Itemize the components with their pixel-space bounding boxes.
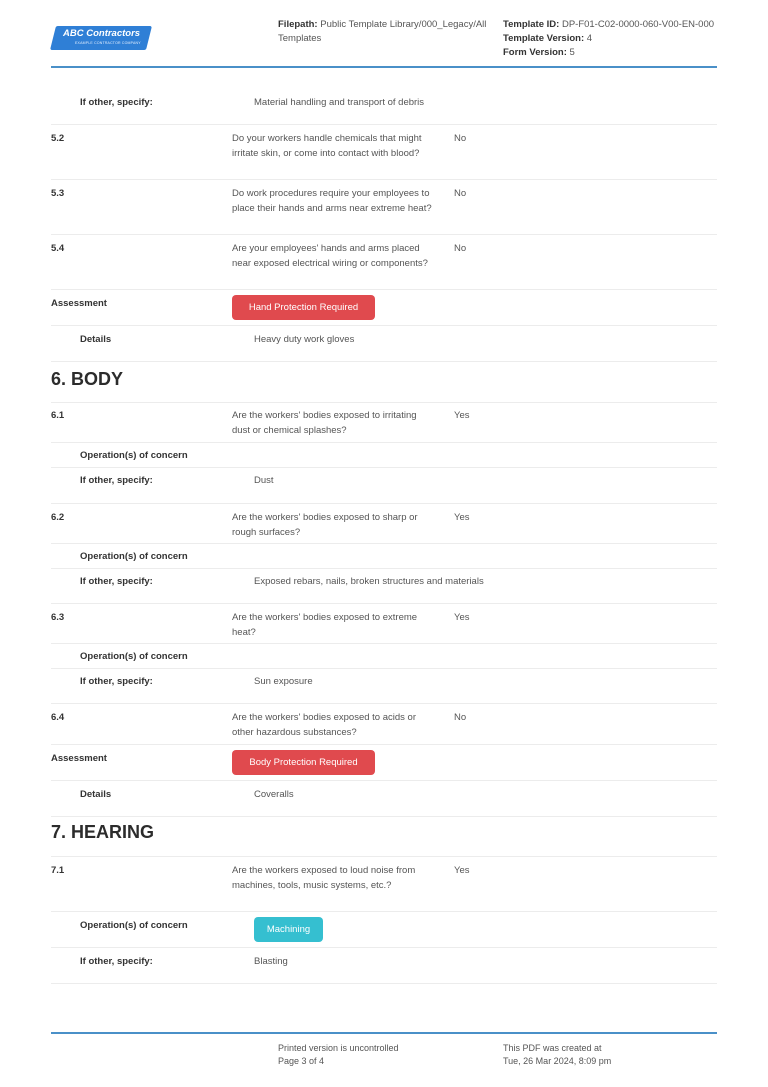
report-content (51, 87, 717, 984)
section-title-hearing: 7. HEARING (51, 817, 717, 857)
question-number: 5.3 (51, 188, 65, 199)
other-specify-label: If other, specify: (80, 676, 153, 687)
question-text: Are the workers' bodies exposed to sharp or rough surfaces? (232, 512, 418, 538)
operations-row-6-1 (51, 443, 717, 468)
filepath-value: Public Template Library/000_Legacy/All Templates (278, 19, 487, 44)
operations-label: Operation(s) of concern (80, 651, 188, 662)
created-timestamp: Tue, 26 Mar 2024, 8:09 pm (503, 1056, 612, 1066)
details-label: Details (80, 789, 112, 800)
section-title-body: 6. BODY (51, 362, 717, 403)
question-answer: No (454, 188, 467, 199)
question-answer: No (454, 712, 467, 723)
question-number: 6.4 (51, 712, 65, 723)
template-id-label: Template ID: (503, 19, 560, 30)
other-specify-row-6-3 (51, 669, 717, 704)
question-answer: Yes (454, 410, 470, 421)
assessment-row-hand (51, 290, 717, 326)
operation-badge-machining: Machining (254, 917, 323, 942)
question-row-5-4 (51, 235, 717, 290)
form-version-value: 5 (569, 47, 575, 58)
other-specify-label: If other, specify: (80, 576, 153, 587)
question-text: Do your workers handle chemicals that might irritate skin, or come into contact with blood? (232, 133, 422, 159)
question-row-6-3 (51, 604, 717, 644)
question-text: Are the workers' bodies exposed to acids or other hazardous substances? (232, 712, 416, 738)
question-row-7-1 (51, 857, 717, 912)
details-label: Details (80, 334, 112, 345)
operations-row-6-2 (51, 544, 717, 569)
other-specify-value: Exposed rebars, nails, broken structures and materials (254, 576, 484, 587)
operations-label: Operation(s) of concern (80, 551, 188, 562)
question-number: 7.1 (51, 865, 65, 876)
filepath-block (278, 18, 493, 46)
footer-print-info (278, 1042, 399, 1068)
assessment-badge-body-protection: Body Protection Required (232, 750, 375, 775)
operations-label: Operation(s) of concern (80, 920, 188, 931)
question-row-6-1 (51, 403, 717, 443)
details-value: Heavy duty work gloves (254, 334, 355, 345)
assessment-label: Assessment (51, 753, 107, 764)
question-answer: Yes (454, 612, 470, 623)
assessment-row-body (51, 745, 717, 781)
question-number: 6.2 (51, 512, 65, 523)
details-value: Coveralls (254, 789, 294, 800)
form-version-label: Form Version: (503, 47, 567, 58)
filepath-label: Filepath: (278, 19, 318, 30)
question-row-6-2 (51, 504, 717, 544)
question-text: Are the workers' bodies exposed to irritating dust or chemical splashes? (232, 410, 417, 436)
question-row-5-2 (51, 125, 717, 180)
page-number: Page 3 of 4 (278, 1056, 325, 1066)
question-text: Are the workers exposed to loud noise from machines, tools, music systems, etc.? (232, 865, 416, 891)
page-footer (51, 1032, 717, 1066)
other-specify-label: If other, specify: (80, 956, 153, 967)
question-row-5-3 (51, 180, 717, 235)
other-specify-label: If other, specify: (80, 97, 153, 108)
company-logo (53, 26, 149, 50)
template-id-value: DP-F01-C02-0000-060-V00-EN-000 (561, 19, 715, 30)
details-row-hand (51, 326, 717, 362)
assessment-label: Assessment (51, 298, 107, 309)
question-answer: Yes (454, 512, 470, 523)
other-specify-row-7-1 (51, 948, 717, 984)
other-specify-value: Material handling and transport of debris (254, 97, 425, 108)
operations-label: Operation(s) of concern (80, 450, 188, 461)
page-header (51, 0, 717, 68)
question-answer: No (454, 133, 467, 144)
other-specify-row-6-2 (51, 569, 717, 604)
template-info-block (503, 18, 733, 60)
uncontrolled-note: Printed version is uncontrolled (278, 1043, 399, 1053)
created-label: This PDF was created at (503, 1043, 602, 1053)
template-version-value: 4 (586, 33, 593, 44)
question-number: 5.2 (51, 133, 65, 144)
template-version-label: Template Version: (503, 33, 585, 44)
other-specify-value: Blasting (254, 956, 288, 967)
question-text: Are your employees' hands and arms placed near exposed electrical wiring or components? (232, 243, 428, 269)
question-text: Do work procedures require your employees to place their hands and arms near extreme heat? (232, 188, 432, 214)
question-answer: Yes (454, 865, 470, 876)
details-row-body (51, 781, 717, 817)
question-number: 6.3 (51, 612, 65, 623)
question-answer: No (454, 243, 467, 254)
operations-row-7-1 (51, 912, 717, 948)
question-row-6-4 (51, 704, 717, 745)
question-number: 5.4 (51, 243, 65, 254)
operations-row-6-3 (51, 644, 717, 669)
other-specify-value: Dust (254, 475, 274, 486)
footer-created-info (503, 1042, 611, 1068)
other-specify-label: If other, specify: (80, 475, 153, 486)
question-number: 6.1 (51, 410, 65, 421)
other-specify-row (51, 87, 717, 125)
question-text: Are the workers' bodies exposed to extreme heat? (232, 612, 418, 638)
assessment-badge-hand-protection: Hand Protection Required (232, 295, 375, 320)
logo-title: ABC Contractors (63, 28, 141, 39)
logo-subtitle: EXAMPLE CONTRACTOR COMPANY (75, 41, 141, 45)
other-specify-row-6-1 (51, 468, 717, 504)
other-specify-value: Sun exposure (254, 676, 313, 687)
